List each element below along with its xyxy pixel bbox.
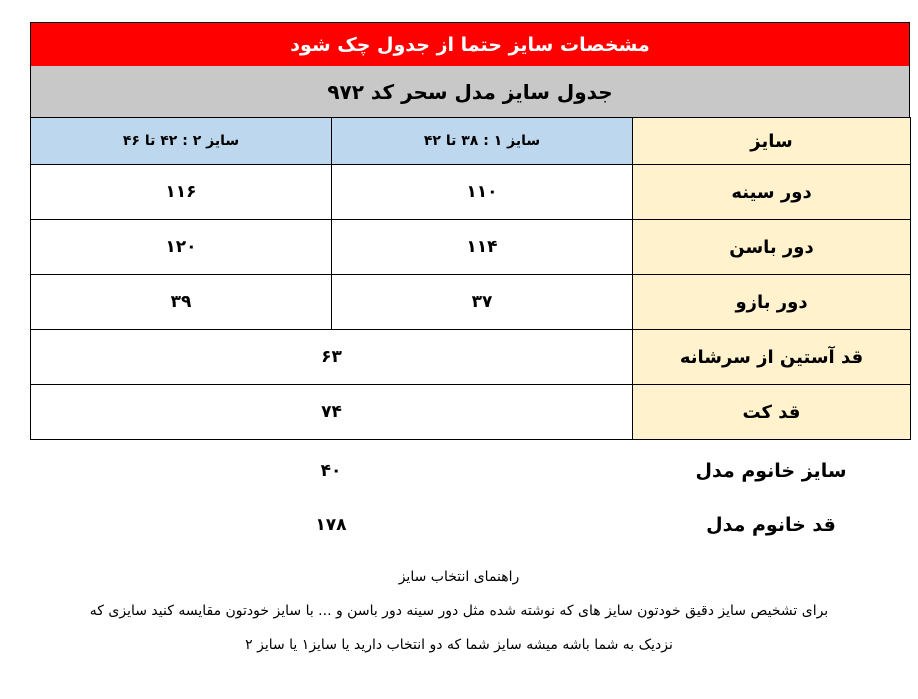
model-size-row [30, 444, 910, 498]
model-height-value: ۱۷۸ [315, 515, 347, 535]
row-label: دور سینه [633, 165, 911, 220]
row-value-merged: ۶۳ [31, 330, 633, 385]
size-table [30, 117, 911, 440]
guide-text-line-1: برای تشخیص سایز دقیق خودتون سایز های که نوشته شده مثل دور سینه دور باسن و ... با سایز خودتون مقایسه کنید سایزی که [89, 603, 829, 619]
row-value-size-2: ۱۲۰ [31, 220, 332, 275]
row-value-size-1: ۳۷ [332, 275, 633, 330]
row-value-size-1: ۱۱۴ [332, 220, 633, 275]
table-header-row [31, 118, 911, 165]
model-size-value: ۴۰ [320, 461, 342, 481]
row-value-merged: ۷۴ [31, 385, 633, 440]
banner-title: مشخصات سایز حتما از جدول چک شود [30, 22, 910, 67]
table-row [31, 275, 911, 330]
guide-text-line-2: نزدیک به شما باشه میشه سایز شما که دو انتخاب دارید یا سایز۱ یا سایز ۲ [245, 637, 673, 653]
row-label: قد کت [633, 385, 911, 440]
model-height-row [30, 498, 910, 552]
header-size-1: سایز ۱ : ۳۸ تا ۴۲ [332, 118, 633, 165]
model-height-label: قد خانوم مدل [706, 514, 836, 536]
row-label: دور باسن [633, 220, 911, 275]
table-row [31, 385, 911, 440]
model-size-label: سایز خانوم مدل [695, 460, 847, 482]
table-row [31, 165, 911, 220]
row-value-size-1: ۱۱۰ [332, 165, 633, 220]
row-label: قد آستین از سرشانه [633, 330, 911, 385]
row-value-size-2: ۱۱۶ [31, 165, 332, 220]
row-label: دور بازو [633, 275, 911, 330]
table-row [31, 330, 911, 385]
table-title: جدول سایز مدل سحر کد ۹۷۲ [30, 66, 910, 118]
row-value-size-2: ۳۹ [31, 275, 332, 330]
header-size-label: سایز [633, 118, 911, 165]
header-size-2: سایز ۲ : ۴۲ تا ۴۶ [31, 118, 332, 165]
table-row [31, 220, 911, 275]
guide-title: راهنمای انتخاب سایز [398, 569, 520, 585]
